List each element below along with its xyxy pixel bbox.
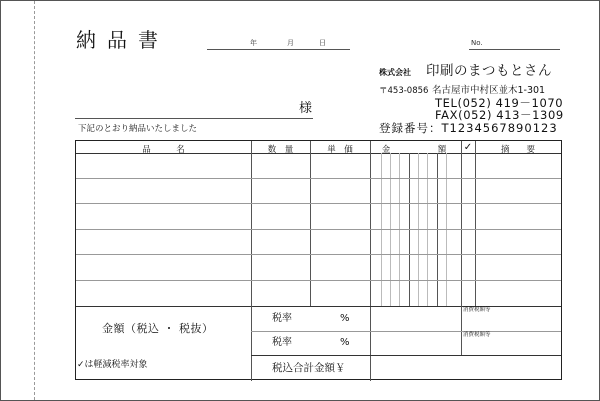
date-year-label: 年 bbox=[250, 39, 257, 47]
company-corp-type: 株式会社 bbox=[379, 68, 411, 77]
company-address: 名古屋市中村区並木1-301 bbox=[432, 85, 546, 96]
divider-item-qty bbox=[251, 141, 252, 306]
total-amount-label: 税込合計金額￥ bbox=[272, 362, 346, 374]
date-day-label: 日 bbox=[319, 39, 326, 47]
summary-amount-divider bbox=[251, 306, 252, 381]
tax-rate-label-2: 税率 bbox=[272, 337, 292, 348]
tax-rate-percent-2: % bbox=[340, 337, 350, 348]
row-line bbox=[76, 280, 561, 281]
recipient-suffix: 様 bbox=[299, 101, 313, 116]
divider-amount-check bbox=[461, 141, 462, 306]
consumption-tax-label-1: 消費税額等 bbox=[463, 307, 491, 313]
company-tel: TEL(052) 419－1070 bbox=[435, 96, 564, 110]
divider-check-remarks bbox=[475, 141, 476, 306]
amount-tax-label: 金額（税込 ・ 税抜） bbox=[102, 322, 214, 335]
check-icon: ✓ bbox=[463, 142, 473, 153]
items-table bbox=[75, 140, 562, 380]
company-registration-number: 登録番号：T1234567890123 bbox=[379, 121, 558, 135]
header-amount-right: 額 bbox=[437, 145, 447, 155]
row-line bbox=[76, 229, 561, 230]
header-remarks: 摘 要 bbox=[500, 145, 535, 155]
tax-rate-percent-1: % bbox=[340, 313, 350, 324]
reduced-tax-footnote: ✓は軽減税率対象 bbox=[77, 360, 148, 370]
row-line bbox=[76, 178, 561, 179]
company-fax: FAX(052) 413－1309 bbox=[435, 108, 564, 122]
number-label: No. bbox=[471, 39, 483, 47]
company-name: 印刷のまつもとさん bbox=[426, 63, 552, 79]
row-line bbox=[76, 254, 561, 255]
header-amount-left: 金 bbox=[381, 145, 391, 155]
recipient-underline bbox=[75, 118, 313, 119]
intro-text: 下記のとおり納品いたしました bbox=[78, 124, 198, 134]
header-item-name: 品 名 bbox=[142, 145, 185, 155]
number-underline bbox=[469, 49, 560, 50]
document-title: 納品書 bbox=[76, 28, 169, 52]
header-quantity: 数 量 bbox=[267, 145, 294, 155]
header-unit-price: 単 価 bbox=[327, 145, 353, 155]
date-underline bbox=[207, 49, 350, 50]
row-line bbox=[76, 203, 561, 204]
divider-price-amount bbox=[370, 141, 371, 381]
company-postal-code: 〒453-0856 bbox=[379, 86, 429, 96]
summary-total-divider bbox=[251, 355, 561, 356]
date-month-label: 月 bbox=[287, 39, 294, 47]
summary-row-line bbox=[251, 331, 561, 332]
tax-rate-label-1: 税率 bbox=[272, 313, 292, 324]
divider-qty-price bbox=[310, 141, 311, 306]
perforation-line bbox=[34, 1, 35, 400]
consumption-tax-label-2: 消費税額等 bbox=[463, 332, 491, 338]
